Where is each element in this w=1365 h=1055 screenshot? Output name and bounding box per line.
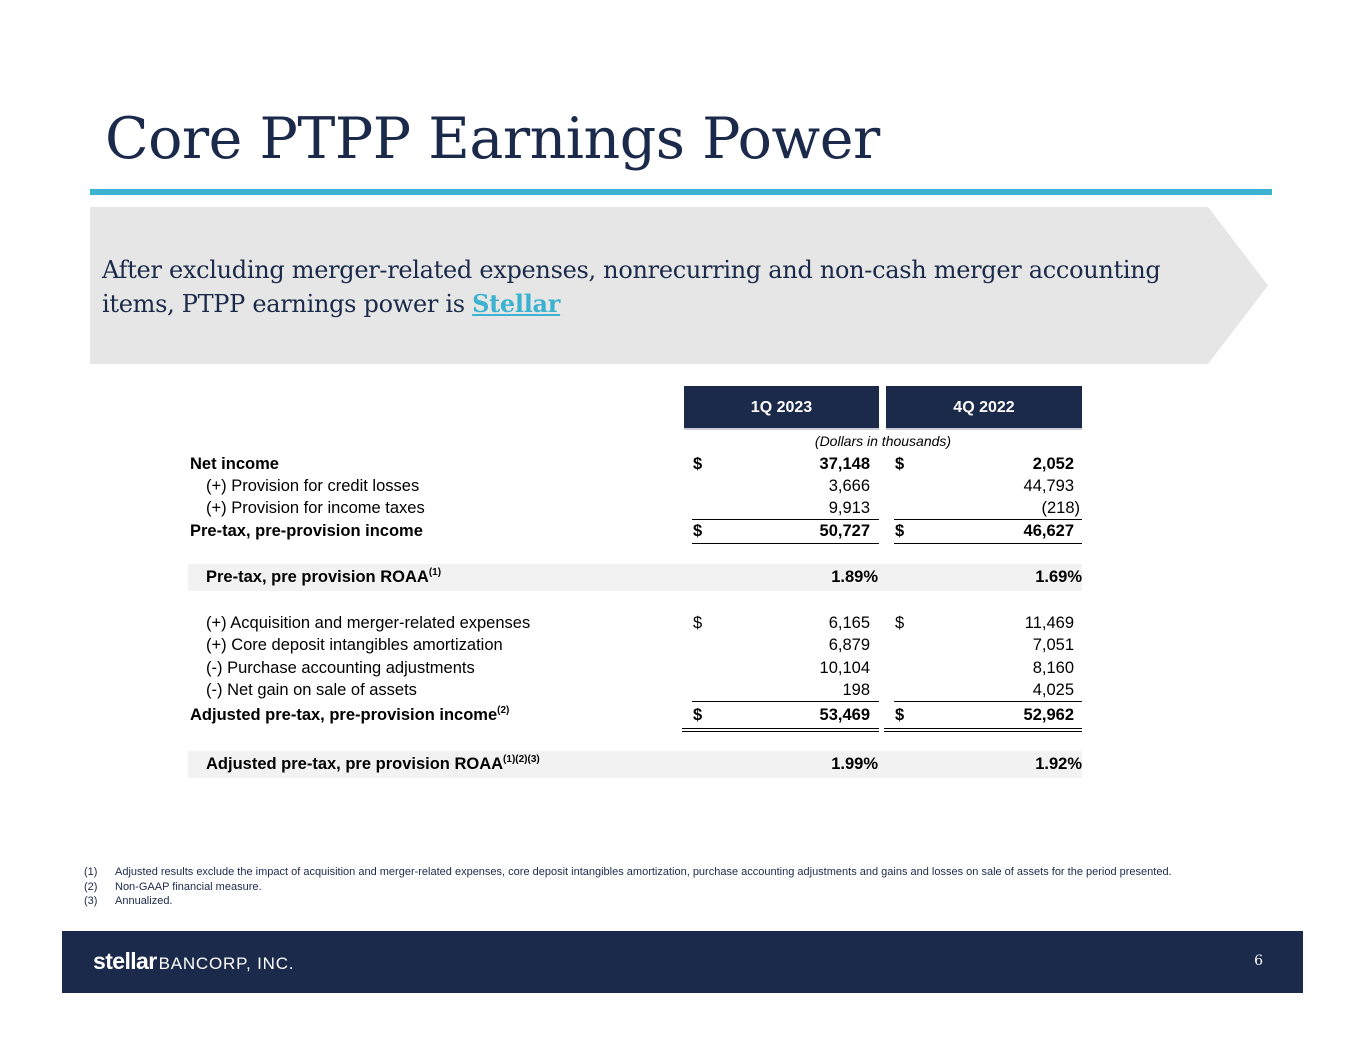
currency-symbol: $ bbox=[693, 522, 703, 540]
row-label: Pre-tax, pre-provision income bbox=[190, 522, 423, 540]
row-label: (+) Core deposit intangibles amortization bbox=[206, 636, 503, 654]
subtotal-rule bbox=[692, 701, 879, 702]
row-label-text: Adjusted pre-tax, pre provision ROAA bbox=[206, 755, 504, 773]
page-number: 6 bbox=[1254, 953, 1263, 969]
row-label-text: Adjusted pre-tax, pre-provision income bbox=[190, 706, 498, 724]
row-pre-tax-pre-provision-income bbox=[188, 522, 1082, 544]
value-1q2023: 198 bbox=[842, 681, 870, 699]
value-1q2023: 10,104 bbox=[819, 659, 870, 677]
footnote-number: (3) bbox=[84, 895, 98, 907]
title-underline bbox=[90, 189, 1272, 195]
double-rule-top bbox=[682, 728, 879, 729]
callout-highlight: Stellar bbox=[472, 289, 561, 318]
row-provision-credit-losses bbox=[188, 477, 1082, 499]
row-net-gain-sale-assets bbox=[188, 681, 1082, 703]
value-4q2022: 11,469 bbox=[1024, 614, 1074, 632]
currency-symbol: $ bbox=[895, 614, 905, 632]
footnote bbox=[84, 894, 1234, 909]
row-label bbox=[190, 706, 509, 725]
value-4q2022: 2,052 bbox=[1032, 455, 1074, 473]
currency-symbol: $ bbox=[895, 455, 905, 473]
footnote-number: (2) bbox=[84, 880, 98, 893]
footnote-ref: (1) bbox=[428, 567, 442, 578]
value-1q2023: 50,727 bbox=[819, 522, 870, 540]
row-label: Net income bbox=[190, 455, 279, 473]
column-header-1q2023: 1Q 2023 bbox=[684, 386, 879, 430]
value-1q2023: 6,879 bbox=[828, 636, 870, 654]
footnote-text: Non-GAAP financial measure. bbox=[115, 880, 262, 893]
row-adjusted-ptpp-income bbox=[188, 706, 1082, 728]
value-4q2022: 1.69% bbox=[1035, 568, 1082, 586]
subtotal-rule bbox=[894, 701, 1082, 702]
callout-text bbox=[102, 254, 1212, 321]
row-label: (+) Provision for income taxes bbox=[206, 499, 425, 517]
value-1q2023: 37,148 bbox=[819, 455, 870, 473]
footnote-number: (1) bbox=[84, 866, 98, 878]
currency-symbol: $ bbox=[693, 614, 703, 632]
row-label-text: Pre-tax, pre provision ROAA bbox=[206, 568, 429, 586]
row-acquisition-merger-expenses bbox=[188, 614, 1082, 636]
value-4q2022: (218) bbox=[1041, 499, 1080, 517]
value-1q2023: 9,913 bbox=[828, 499, 870, 517]
logo-wordmark: stellar bbox=[93, 948, 157, 974]
footnote-text: Adjusted results exclude the impact of acquisition and merger-related expenses, core deposit intangibles amortization, purchase accounting adjustments and gains and losses on sale of assets for the period presented. bbox=[115, 866, 1172, 878]
row-purchase-accounting bbox=[188, 659, 1082, 681]
column-header-4q2022: 4Q 2022 bbox=[886, 386, 1082, 430]
subtotal-rule bbox=[894, 519, 1082, 520]
row-label: (-) Purchase accounting adjustments bbox=[206, 659, 475, 677]
footnote-ref: (1)(2)(3) bbox=[503, 754, 540, 765]
subtotal-rule bbox=[692, 519, 879, 520]
value-4q2022: 44,793 bbox=[1023, 477, 1074, 495]
currency-symbol: $ bbox=[895, 706, 905, 724]
total-rule bbox=[692, 543, 879, 544]
value-1q2023: 6,165 bbox=[828, 614, 870, 632]
footnote bbox=[84, 880, 1234, 895]
footnote bbox=[84, 865, 1234, 880]
value-4q2022: 4,025 bbox=[1032, 681, 1074, 699]
row-core-deposit-intangibles bbox=[188, 636, 1082, 658]
value-4q2022: 1.92% bbox=[1035, 755, 1082, 773]
page-title: Core PTPP Earnings Power bbox=[105, 106, 880, 172]
row-adjusted-roaa bbox=[188, 751, 1082, 778]
currency-symbol: $ bbox=[895, 522, 905, 540]
currency-symbol: $ bbox=[693, 455, 703, 473]
value-4q2022: 52,962 bbox=[1023, 706, 1074, 724]
row-provision-income-taxes bbox=[188, 499, 1082, 521]
footnote-text: Annualized. bbox=[115, 895, 173, 907]
footnote-ref: (2) bbox=[497, 705, 510, 716]
double-rule-bottom bbox=[682, 731, 879, 732]
row-label: (+) Acquisition and merger-related expenses bbox=[206, 614, 531, 632]
company-logo bbox=[93, 948, 294, 975]
row-pre-tax-roaa bbox=[188, 564, 1082, 591]
footer-bar bbox=[62, 931, 1303, 993]
value-4q2022: 46,627 bbox=[1023, 522, 1074, 540]
row-label bbox=[206, 568, 441, 587]
units-note: (Dollars in thousands) bbox=[814, 433, 952, 449]
double-rule-top bbox=[884, 728, 1082, 729]
footnotes bbox=[84, 865, 1234, 909]
value-1q2023: 53,469 bbox=[819, 706, 870, 724]
row-label bbox=[206, 755, 540, 774]
value-4q2022: 7,051 bbox=[1032, 636, 1074, 654]
currency-symbol: $ bbox=[693, 706, 703, 724]
callout-text-body: After excluding merger-related expenses, nonrecurring and non-cash merger accounting items, PTPP earnings power is bbox=[102, 256, 1161, 318]
value-1q2023: 3,666 bbox=[828, 477, 870, 495]
value-4q2022: 8,160 bbox=[1032, 659, 1074, 677]
total-rule bbox=[894, 543, 1082, 544]
value-1q2023: 1.89% bbox=[831, 568, 878, 586]
double-rule-bottom bbox=[884, 731, 1082, 732]
logo-subtitle: BANCORP, INC. bbox=[158, 954, 295, 973]
row-net-income bbox=[188, 455, 1082, 477]
value-1q2023: 1.99% bbox=[831, 755, 878, 773]
row-label: (+) Provision for credit losses bbox=[206, 477, 420, 495]
row-label: (-) Net gain on sale of assets bbox=[206, 681, 417, 699]
